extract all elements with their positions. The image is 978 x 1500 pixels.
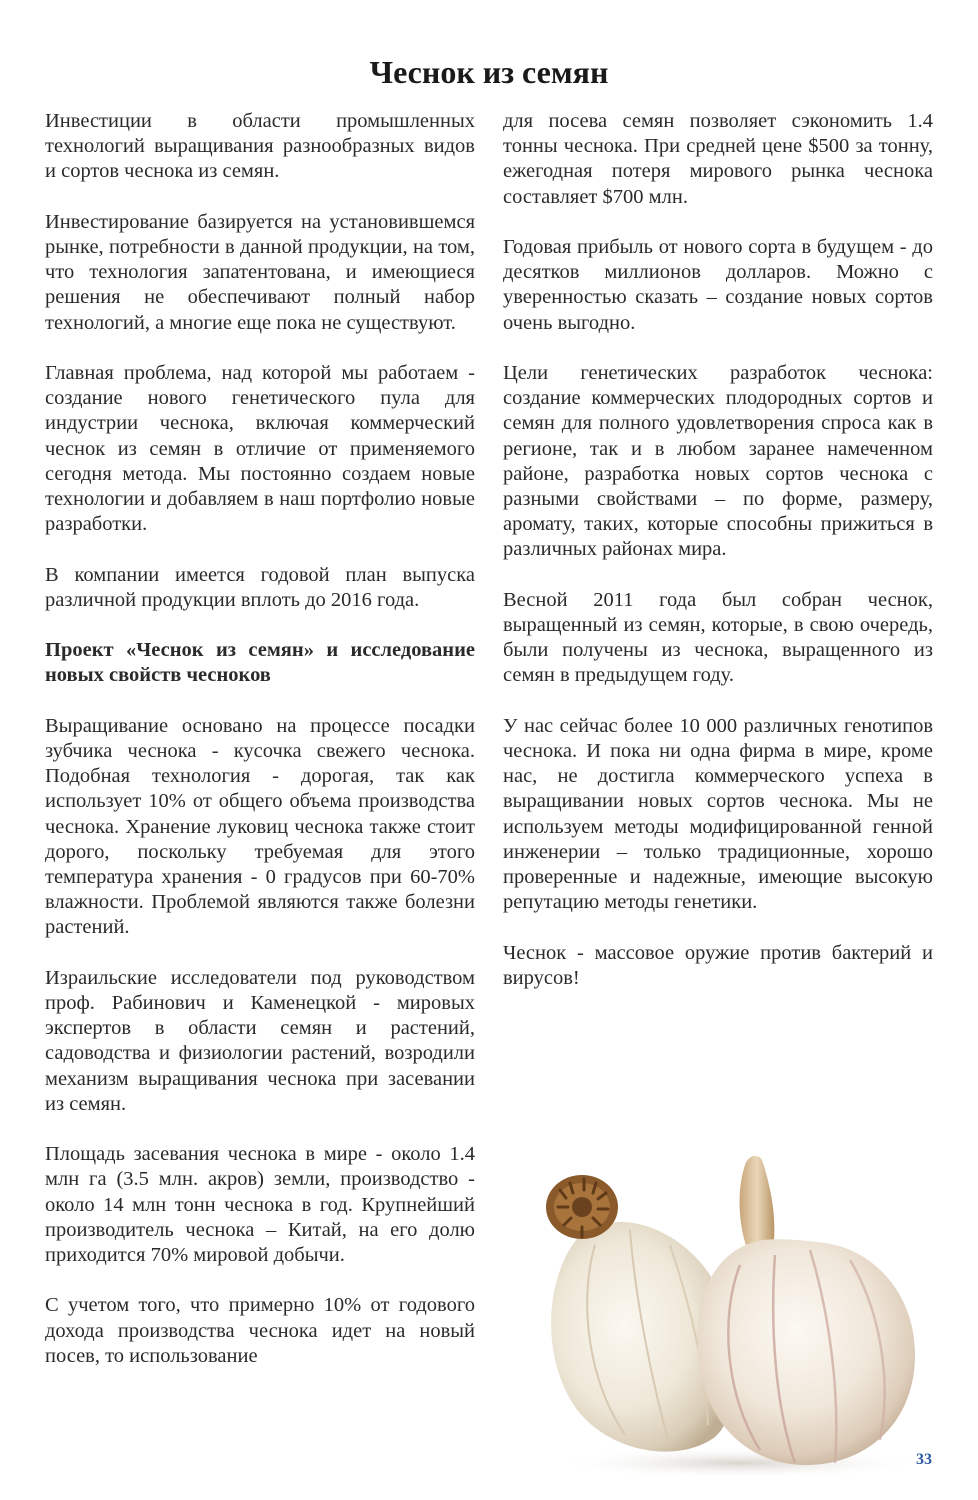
paragraph: У нас сейчас более 10 000 различных генотипов чеснока. И пока ни одна фирма в мире, кроме нас, не достигла коммерческого успеха в выращивании новых сортов чеснока. Мы не используем методы модифицированной генной инженерии – только традиционные, хорошо проверенные и надежные, имеющие высокую репутацию методы генетики. [503,714,933,914]
paragraph: Площадь засевания чеснока в мире - около 1.4 млн га (3.5 млн. акров) земли, производство - около 14 млн тонн чеснока в год. Крупнейший производитель чеснока – Китай, на его долю приходится 70% мировой добычи. [45,1143,475,1267]
shadow [555,1447,925,1479]
right-column [503,109,933,991]
page-title: Чеснок из семян [369,54,609,90]
paragraph: Инвестиции в области промышленных технологий выращивания разнообразных видов и сортов чеснока из семян. [45,110,475,183]
paragraph: Израильские исследователи под руководством проф. Рабинович и Каменецкой - мировых экспертов в области семян и растений, садоводства и физиологии растений, возродили механизм выращивания чеснока при засевании из семян. [45,966,475,1115]
paragraph: Чеснок - массовое оружие против бактерий и вирусов! [503,941,933,989]
paragraph: Годовая прибыль от нового сорта в будущем - до десятков миллионов долларов. Можно с уверенностью сказать – создание новых сортов очень выгодно. [503,236,933,334]
paragraph: Весной 2011 года был собран чеснок, выращенный из семян, которые, в свою очередь, были получены из чеснока, выращенного из семян в предыдущем году. [503,588,933,687]
garlic-roots [546,1175,618,1239]
paragraph: для посева семян позволяет сэкономить 1.4 тонны чеснока. При средней цене $500 за тонну, ежегодная потеря мирового рынка чеснока составляет $700 млн. [503,110,933,208]
paragraph: Выращивание основано на процессе посадки зубчика чеснока - кусочка свежего чеснока. Подобная технология - дорогая, так как использует 10% от общего объема производства чеснока. Хранение луковиц чеснока также стоит дорого, поскольку требуемая для этого температура хранения - 0 градусов при 60-70% влажности. Проблемой являются также болезни растений. [45,714,475,939]
paragraph: В компании имеется годовой план выпуска различной продукции вплоть до 2016 года. [45,563,475,611]
garlic-bulbs-image [540,1145,925,1480]
paragraph: Инвестирование базируется на установившемся рынке, потребности в данной продукции, на том, что технология запатентована, и имеющиеся решения не обеспечивают полный набор технологий, а многие еще пока не существуют. [45,210,475,334]
left-column [45,109,475,1369]
paragraph: С учетом того, что примерно 10% от годового дохода производства чеснока идет на новый посев, то использование [45,1294,475,1367]
paragraph: Главная проблема, над которой мы работаем - создание нового генетического пула для индустрии чеснока, включая коммерческий чеснок из семян в отличие от применяемого сегодня метода. Мы постоянно создаем новые технологии и добавляем в наш портфолио новые разработки. [45,362,475,536]
section-subheading: Проект «Чеснок из семян» и исследование новых свойств чесноков [45,639,475,687]
page-number: 33 [916,1451,932,1468]
right-bulb [698,1156,915,1465]
paragraph: Цели генетических разработок чеснока: создание коммерческих плодородных сортов и семян для полного удовлетворения спроса как в регионе, так и в любом заранее намеченном районе, разработка новых сортов чеснока с разными свойствами – по форме, размеру, аромату, таких, которые способны прижиться в различных районах мира. [503,362,933,561]
